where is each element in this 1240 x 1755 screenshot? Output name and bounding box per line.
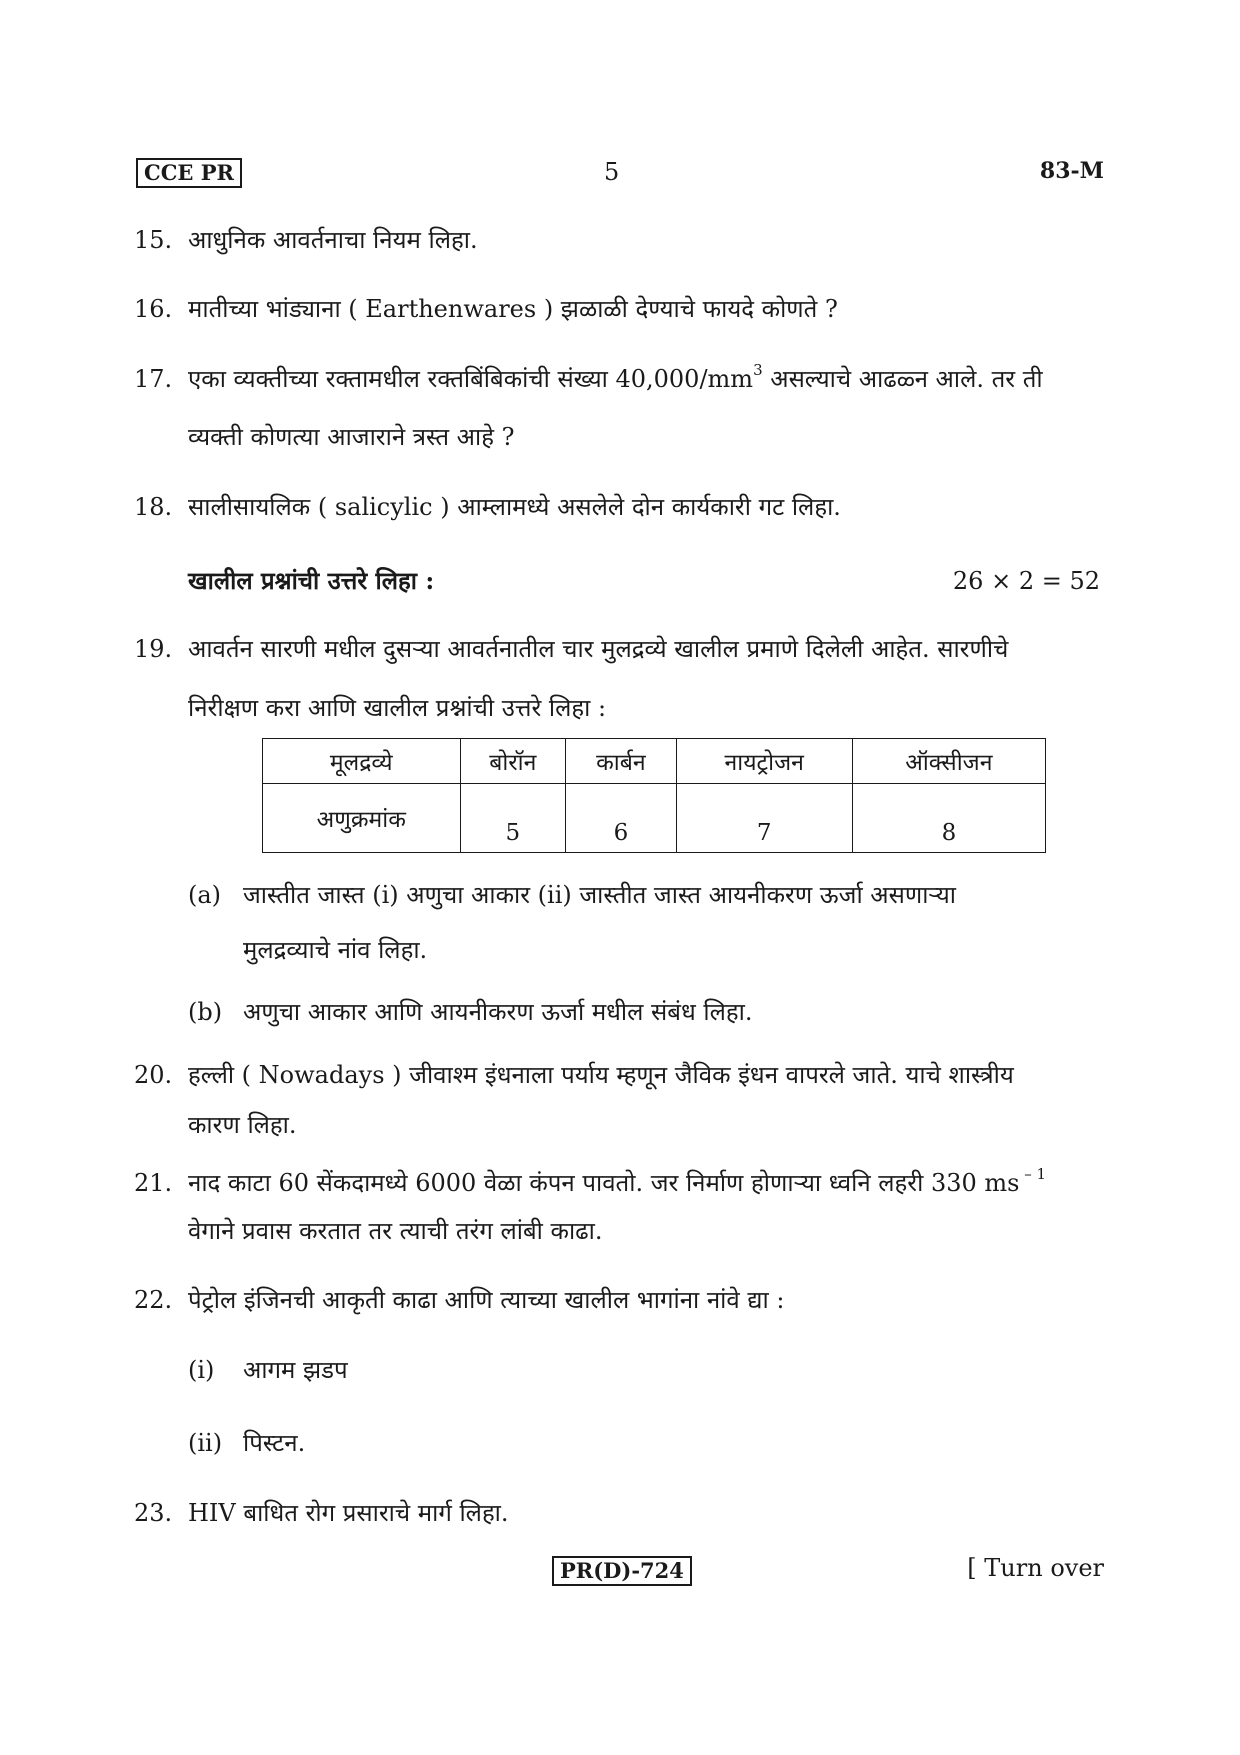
header-left-code: CCE PR	[136, 158, 242, 188]
q17-superscript: 3	[753, 361, 763, 379]
q22-i-label: (i)	[188, 1356, 215, 1384]
element-table	[262, 738, 1046, 853]
q15-text: आधुनिक आवर्तनाचा नियम लिहा.	[188, 226, 478, 254]
q16-text: मातीच्या भांड्याना ( Earthenwares ) झळाळी देण्याचे फायदे कोणते ?	[188, 295, 838, 323]
q22-ii-text: पिस्टन.	[243, 1429, 306, 1457]
q21-number: 21.	[134, 1169, 173, 1197]
q19-line2: निरीक्षण करा आणि खालील प्रश्नांची उत्तरे लिहा :	[188, 694, 607, 722]
q17-line2: व्यक्ती कोणत्या आजाराने त्रस्त आहे ?	[188, 423, 515, 451]
q23-number: 23.	[134, 1499, 173, 1527]
turn-over-note: [ Turn over	[967, 1554, 1104, 1582]
header-right-code: 83-M	[1039, 158, 1104, 184]
table-cell-number: 6	[566, 784, 677, 853]
q21-line1-main: नाद काटा 60 सेंकदामध्ये 6000 वेळा कंपन पावतो. जर निर्माण होणाऱ्या ध्वनि लहरी 330 ms	[188, 1169, 1020, 1197]
table-row	[263, 784, 1046, 853]
q20-line1: हल्ली ( Nowadays ) जीवाश्म इंधनाला पर्याय म्हणून जैविक इंधन वापरले जाते. याचे शास्त्रीय	[188, 1061, 1014, 1089]
footer-code: PR(D)-724	[552, 1556, 692, 1586]
q19b-label: (b)	[188, 998, 223, 1026]
page-number: 5	[604, 158, 620, 186]
table-cell-oxygen: ऑक्सीजन	[852, 739, 1045, 784]
q19a-line1: जास्तीत जास्त (i) अणुचा आकार (ii) जास्तीत जास्त आयनीकरण ऊर्जा असणाऱ्या	[243, 881, 956, 909]
q19a-line2: मुलद्रव्याचे नांव लिहा.	[243, 936, 428, 964]
q20-number: 20.	[134, 1061, 173, 1089]
q22-ii-label: (ii)	[188, 1429, 223, 1457]
table-cell-boron: बोरॉन	[460, 739, 566, 784]
table-cell-number: 8	[852, 784, 1045, 853]
table-cell-nitrogen: नायट्रोजन	[676, 739, 852, 784]
table-header-atomic-number: अणुक्रमांक	[263, 784, 461, 853]
q20-line2: कारण लिहा.	[188, 1111, 297, 1139]
q17-line1-main: एका व्यक्तीच्या रक्तामधील रक्तबिंबिकांची संख्या 40,000/mm	[188, 365, 754, 393]
q16-number: 16.	[134, 295, 173, 323]
q17-number: 17.	[134, 365, 173, 393]
q17-line1-tail: असल्याचे आढळ्न आले. तर ती	[762, 365, 1043, 393]
table-header-elements: मूलद्रव्ये	[263, 739, 461, 784]
q19-number: 19.	[134, 635, 173, 663]
q17-line1	[188, 361, 1043, 394]
q22-number: 22.	[134, 1286, 173, 1314]
table-cell-number: 7	[676, 784, 852, 853]
q18-number: 18.	[134, 493, 173, 521]
section-instruction: खालील प्रश्नांची उत्तरे लिहा :	[188, 566, 435, 595]
q18-text: सालीसायलिक ( salicylic ) आम्लामध्ये असलेले दोन कार्यकारी गट लिहा.	[188, 493, 841, 521]
table-row	[263, 739, 1046, 784]
q21-line1	[188, 1165, 1047, 1198]
q19a-label: (a)	[188, 881, 222, 909]
q15-number: 15.	[134, 226, 173, 254]
q22-i-text: आगम झडप	[243, 1356, 348, 1384]
q23-text: HIV बाधित रोग प्रसाराचे मार्ग लिहा.	[188, 1499, 509, 1527]
table-cell-carbon: कार्बन	[566, 739, 677, 784]
q19b-text: अणुचा आकार आणि आयनीकरण ऊर्जा मधील संबंध लिहा.	[243, 998, 753, 1026]
q21-line2: वेगाने प्रवास करतात तर त्याची तरंग लांबी काढा.	[188, 1217, 603, 1245]
q22-text: पेट्रोल इंजिनची आकृती काढा आणि त्याच्या खालील भागांना नांवे द्या :	[188, 1286, 785, 1314]
table-cell-number: 5	[460, 784, 566, 853]
q19-line1: आवर्तन सारणी मधील दुसऱ्या आवर्तनातील चार मुलद्रव्ये खालील प्रमाणे दिलेली आहेत. सारणीचे	[188, 635, 1009, 663]
section-marks: 26 × 2 = 52	[952, 567, 1100, 595]
q21-superscript: – 1	[1019, 1165, 1047, 1183]
